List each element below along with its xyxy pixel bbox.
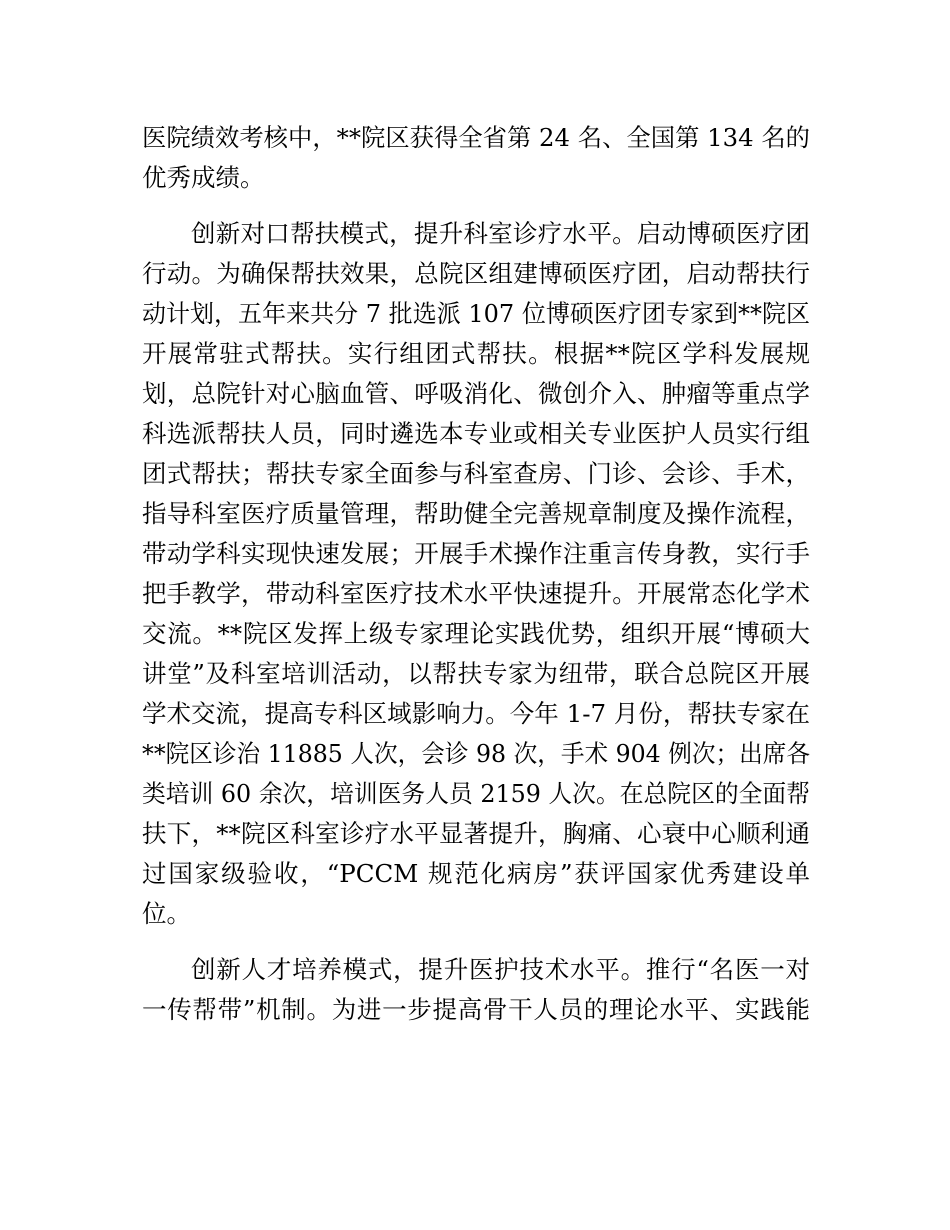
paragraph-2-line-14: **院区诊治 11885 人次，会诊 98 次，手术 904 例次；出席各: [142, 739, 810, 768]
paragraph-2-line-9: 带动学科实现快速发展；开展手术操作注重言传身教，实行手: [142, 539, 810, 568]
paragraph-1-line-1: 医院绩效考核中，**院区获得全省第 24 名、全国第 134 名的: [142, 123, 810, 152]
paragraph-2-line-4: 开展常驻式帮扶。实行组团式帮扶。根据**院区学科发展规: [142, 339, 810, 368]
paragraph-1-line-2: 优秀成绩。: [142, 163, 265, 192]
paragraph-2-line-17: 过国家级验收，“PCCM 规范化病房”获评国家优秀建设单: [142, 859, 810, 888]
paragraph-2-line-13: 学术交流，提高专科区域影响力。今年 1-7 月份，帮扶专家在: [142, 699, 810, 728]
paragraph-2-line-7: 团式帮扶；帮扶专家全面参与科室查房、门诊、会诊、手术，: [142, 459, 810, 488]
paragraph-2-line-15: 类培训 60 余次，培训医务人员 2159 人次。在总院区的全面帮: [142, 779, 810, 808]
paragraph-2-line-11: 交流。**院区发挥上级专家理论实践优势，组织开展“博硕大: [142, 619, 810, 648]
paragraph-2-line-6: 科选派帮扶人员，同时遴选本专业或相关专业医护人员实行组: [142, 419, 810, 448]
paragraph-2-line-10: 把手教学，带动科室医疗技术水平快速提升。开展常态化学术: [142, 579, 810, 608]
paragraph-2-line-5: 划，总院针对心脑血管、呼吸消化、微创介入、肿瘤等重点学: [142, 379, 810, 408]
document-body: [142, 118, 810, 1030]
paragraph-2-line-3: 动计划，五年来共分 7 批选派 107 位博硕医疗团专家到**院区: [142, 299, 810, 328]
paragraph-2-line-8: 指导科室医疗质量管理，帮助健全完善规章制度及操作流程，: [142, 499, 810, 528]
paragraph-2-line-16: 扶下，**院区科室诊疗水平显著提升，胸痛、心衰中心顺利通: [142, 819, 810, 848]
paragraph-2-line-18: 位。: [142, 899, 191, 928]
paragraph-2-line-2: 行动。为确保帮扶效果，总院区组建博硕医疗团，启动帮扶行: [142, 259, 810, 288]
paragraph-spacer: [142, 934, 810, 950]
paragraph-2-line-12: 讲堂”及科室培训活动，以帮扶专家为纽带，联合总院区开展: [142, 659, 810, 688]
paragraph-3-line-1: 创新人才培养模式，提升医护技术水平。推行“名医一对: [191, 955, 810, 984]
paragraph-2-line-1: 创新对口帮扶模式，提升科室诊疗水平。启动博硕医疗团: [191, 219, 810, 248]
paragraph-spacer: [142, 198, 810, 214]
paragraph-3-line-2: 一传帮带”机制。为进一步提高骨干人员的理论水平、实践能: [142, 995, 810, 1024]
